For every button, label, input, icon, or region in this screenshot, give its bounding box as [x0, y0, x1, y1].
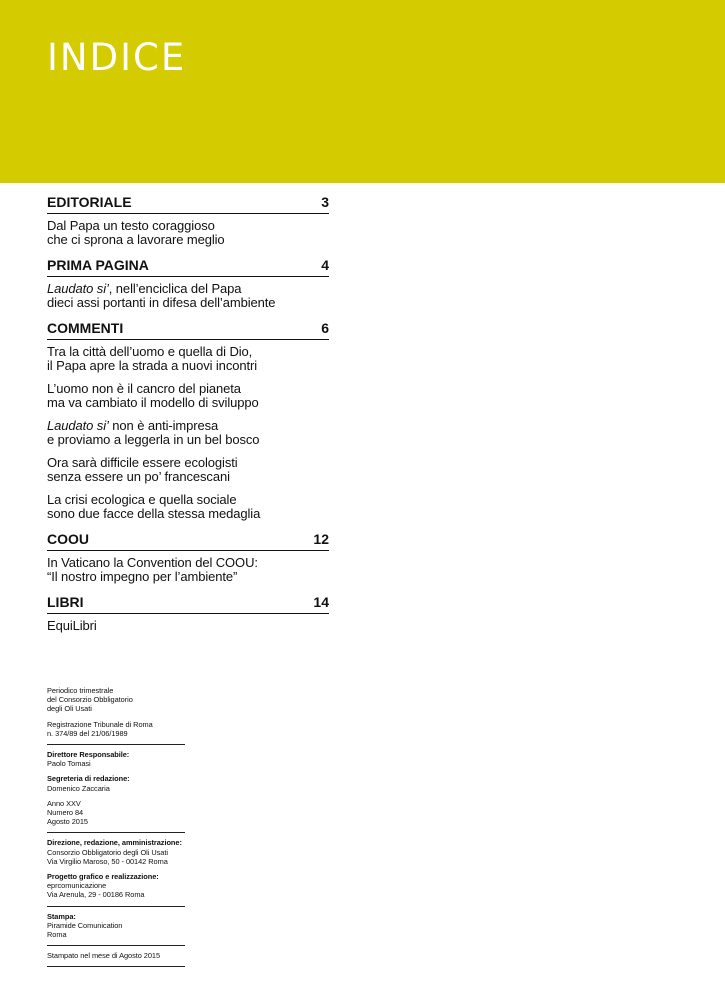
toc-section: [47, 194, 329, 246]
article-line: In Vaticano la Convention del COOU:: [47, 555, 258, 570]
article-line: Ora sarà difficile essere ecologisti: [47, 455, 238, 470]
article-entry[interactable]: [47, 282, 329, 309]
article-line: ma va cambiato il modello di sviluppo: [47, 394, 259, 410]
colophon-line: n. 374/89 del 21/06/1989: [47, 728, 128, 738]
section-page-number: 3: [321, 194, 329, 210]
article-line: e proviamo a leggerla in un bel bosco: [47, 431, 260, 447]
section-header: [47, 594, 329, 614]
article-entry[interactable]: [47, 219, 329, 246]
colophon-label: Stampa:: [47, 911, 76, 921]
article-line: che ci sprona a lavorare meglio: [47, 231, 225, 247]
colophon-block: [47, 774, 185, 798]
article-entry[interactable]: [47, 619, 329, 633]
colophon-block: [47, 799, 185, 834]
toc-section: [47, 594, 329, 633]
article-line: L’uomo non è il cancro del pianeta: [47, 381, 241, 396]
colophon-line: Agosto 2015: [47, 817, 88, 827]
article-line: Tra la città dell’uomo e quella di Dio,: [47, 344, 253, 359]
article-line: , nell’enciclica del Papa: [108, 281, 242, 296]
article-line: non è anti-impresa: [108, 418, 219, 433]
section-header: [47, 531, 329, 551]
colophon-line: degli Oli Usati: [47, 704, 92, 714]
colophon-block: [47, 686, 185, 720]
colophon-block: [47, 912, 185, 947]
colophon-line: Piramide Comunication: [47, 920, 123, 930]
colophon-block: [47, 720, 185, 745]
colophon-line: Numero 84: [47, 808, 84, 818]
colophon-line: Anno XXV: [47, 798, 81, 808]
colophon-line: Via Virgilio Maroso, 50 - 00142 Roma: [47, 856, 168, 866]
article-entry[interactable]: [47, 419, 329, 446]
colophon-label: Progetto grafico e realizzazione:: [47, 872, 159, 882]
section-page-number: 4: [321, 257, 329, 273]
article-entry[interactable]: [47, 382, 329, 409]
article-title-italic: Laudato si’: [47, 281, 109, 296]
colophon-line: Periodico trimestrale: [47, 686, 114, 695]
colophon-label: Direttore Responsabile:: [47, 750, 130, 760]
toc-section: [47, 257, 329, 309]
toc-section: [47, 531, 329, 583]
article-entry[interactable]: [47, 493, 329, 520]
toc-section: [47, 320, 329, 520]
article-line: La crisi ecologica e quella sociale: [47, 492, 237, 507]
colophon-line: eprcomunicazione: [47, 881, 107, 891]
section-title: LIBRI: [47, 594, 84, 610]
section-header: [47, 320, 329, 340]
article-entry[interactable]: [47, 456, 329, 483]
colophon: [47, 686, 185, 972]
section-header: [47, 194, 329, 214]
colophon-line: Via Arenula, 29 - 00186 Roma: [47, 890, 145, 900]
article-line: “Il nostro impegno per l’ambiente”: [47, 568, 238, 584]
section-page-number: 6: [321, 320, 329, 336]
colophon-line: Paolo Tomasi: [47, 759, 91, 769]
page-title: INDICE: [47, 36, 187, 79]
section-title: COOU: [47, 531, 89, 547]
article-entry[interactable]: [47, 345, 329, 372]
colophon-label: Segreteria di redazione:: [47, 774, 130, 784]
section-header: [47, 257, 329, 277]
article-line: senza essere un po’ francescani: [47, 468, 230, 484]
header-band: [0, 0, 725, 183]
section-page-number: 14: [313, 594, 329, 610]
colophon-line: Stampato nel mese di Agosto 2015: [47, 951, 161, 961]
colophon-line: Consorzio Obbligatorio degli Oli Usati: [47, 847, 168, 857]
article-line: EquiLibri: [47, 618, 97, 633]
section-page-number: 12: [313, 531, 329, 547]
article-line: Dal Papa un testo coraggioso: [47, 218, 215, 233]
article-line: dieci assi portanti in difesa dell’ambiente: [47, 294, 276, 310]
article-entry[interactable]: [47, 556, 329, 583]
article-title-italic: Laudato si’: [47, 418, 109, 433]
section-title: PRIMA PAGINA: [47, 257, 149, 273]
table-of-contents: [47, 194, 329, 644]
colophon-line: del Consorzio Obbligatorio: [47, 695, 133, 705]
colophon-block: [47, 872, 185, 907]
colophon-block: [47, 750, 185, 774]
section-title: COMMENTI: [47, 320, 124, 336]
colophon-line: Domenico Zaccaria: [47, 783, 110, 793]
colophon-block: [47, 951, 185, 967]
colophon-label: Direzione, redazione, amministrazione:: [47, 838, 182, 848]
colophon-line: Roma: [47, 930, 67, 940]
colophon-line: Registrazione Tribunale di Roma: [47, 719, 153, 729]
article-line: sono due facce della stessa medaglia: [47, 505, 261, 521]
article-line: il Papa apre la strada a nuovi incontri: [47, 357, 258, 373]
section-title: EDITORIALE: [47, 194, 132, 210]
colophon-block: [47, 838, 185, 872]
